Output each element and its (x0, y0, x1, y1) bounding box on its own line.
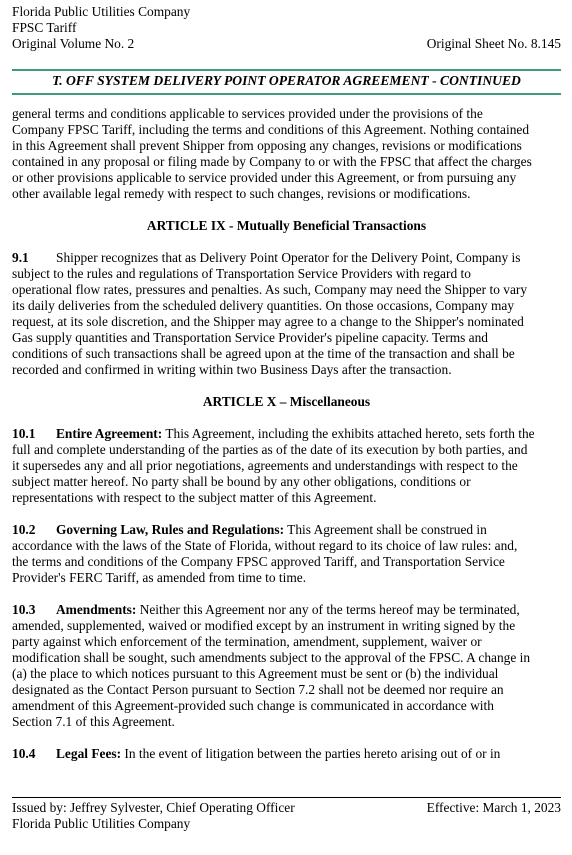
intro-line: general terms and conditions applicable to services provided under the provisions of the (12, 106, 483, 121)
section-line: the terms and conditions of the Company FPSC approved Tariff, and Transportation Service (12, 554, 505, 569)
intro-line: in this Agreement shall prevent Shipper from opposing any changes, revisions or modifications (12, 138, 522, 153)
section-10-3 (12, 602, 561, 730)
section-10-1 (12, 426, 561, 506)
section-number: 10.2 (12, 522, 36, 537)
section-line: accordance with the laws of the State of Florida, without regard to its choice of law rules: and, (12, 538, 518, 553)
section-title: Entire Agreement: (56, 426, 163, 441)
section-line: conditions of such transactions shall be agreed upon at the time of the transaction and shall be (12, 346, 515, 361)
section-line: it supersedes any and all prior negotiations, agreements and understandings with respect to the (12, 458, 518, 473)
section-line: This Agreement shall be construed in (284, 522, 487, 537)
footer-divider (12, 797, 561, 798)
section-line: its daily deliveries from the scheduled delivery quantities. On those occasions, Company may (12, 298, 515, 313)
header-volume: Original Volume No. 2 (12, 36, 135, 51)
section-line: This Agreement, including the exhibits attached hereto, sets forth the (162, 426, 535, 441)
section-line: request, at its sole discretion, and the Shipper may agree to a change to the Shipper's nominated (12, 314, 524, 329)
section-line: recorded and confirmed in writing within two Business Days after the transaction. (12, 362, 452, 377)
section-9-1 (12, 250, 561, 378)
section-line: operational flow rates, pressures and penalties. As such, Company may need the Shipper to vary (12, 282, 528, 297)
header-sheet-number: Original Sheet No. 8.145 (426, 36, 561, 51)
section-line: modification shall be sought, such amendments subject to the approval of the FPSC. A change in (12, 650, 531, 665)
section-line: party against which enforcement of the termination, amendment, supplement, waiver or (12, 634, 482, 649)
footer-issued-by: Issued by: Jeffrey Sylvester, Chief Operating Officer (12, 800, 295, 815)
section-line: Shipper recognizes that as Delivery Point Operator for the Delivery Point, Company is (56, 250, 521, 265)
intro-line: or other provisions applicable to service provided under this Agreement, or from pursuing any (12, 170, 517, 185)
section-number: 10.3 (12, 602, 36, 617)
intro-line: Company FPSC Tariff, including the terms and conditions of this Agreement. Nothing contained (12, 122, 530, 137)
intro-line: other available legal remedy with respect to such changes, revisions or modifications. (12, 186, 471, 201)
section-number: 9.1 (12, 250, 29, 265)
section-line: subject matter hereof. No party shall be bound by any other obligations, conditions or (12, 474, 471, 489)
section-line: subject to the rules and regulations of Transportation Service Providers with regard to (12, 266, 471, 281)
section-title-banner: T. OFF SYSTEM DELIVERY POINT OPERATOR AGREEMENT - CONTINUED (12, 69, 561, 95)
header-tariff: FPSC Tariff (12, 20, 77, 35)
section-line: amended, supplemented, waived or modified except by an instrument in writing signed by the (12, 618, 516, 633)
section-line: (a) the place to which notices pursuant to this Agreement must be sent or (b) the individual (12, 666, 499, 681)
section-line: In the event of litigation between the parties hereto arising out of or in (121, 746, 501, 761)
section-line: Neither this Agreement nor any of the terms hereof may be terminated, (136, 602, 520, 617)
header-volume-row (12, 36, 561, 52)
intro-paragraph (12, 106, 561, 202)
footer-effective-date: Effective: March 1, 2023 (426, 800, 561, 815)
article-ix-heading: ARTICLE IX - Mutually Beneficial Transactions (146, 218, 427, 233)
document-body (12, 106, 561, 762)
section-line: designated as the Contact Person pursuant to Section 7.2 shall not be deemed nor require an (12, 682, 504, 697)
section-10-2 (12, 522, 561, 586)
section-line: Section 7.1 of this Agreement. (12, 714, 175, 729)
section-line: Provider's FERC Tariff, as amended from time to time. (12, 570, 307, 585)
intro-line: contained in any proposal or filing made by Company to or with the FPSC that affect the charges (12, 154, 532, 169)
section-number: 10.4 (12, 746, 36, 761)
section-line: amendment of this Agreement-provided such change is communicated in accordance with (12, 698, 494, 713)
tariff-page (12, 0, 561, 855)
article-x-heading: ARTICLE X – Miscellaneous (202, 394, 371, 409)
section-number: 10.1 (12, 426, 36, 441)
section-line: full and complete understanding of the parties as of the date of its execution by both parties, and (12, 442, 528, 457)
footer-issued-row (12, 800, 561, 816)
header-company: Florida Public Utilities Company (12, 4, 191, 19)
section-title: Legal Fees: (56, 746, 122, 761)
section-title: Amendments: (56, 602, 137, 617)
section-line: Gas supply quantities and Transportation Service Provider's pipeline capacity. Terms and (12, 330, 489, 345)
section-line: representations with respect to the subject matter of this Agreement. (12, 490, 377, 505)
footer-company: Florida Public Utilities Company (12, 816, 191, 831)
section-10-4 (12, 746, 561, 762)
section-title: Governing Law, Rules and Regulations: (56, 522, 285, 537)
